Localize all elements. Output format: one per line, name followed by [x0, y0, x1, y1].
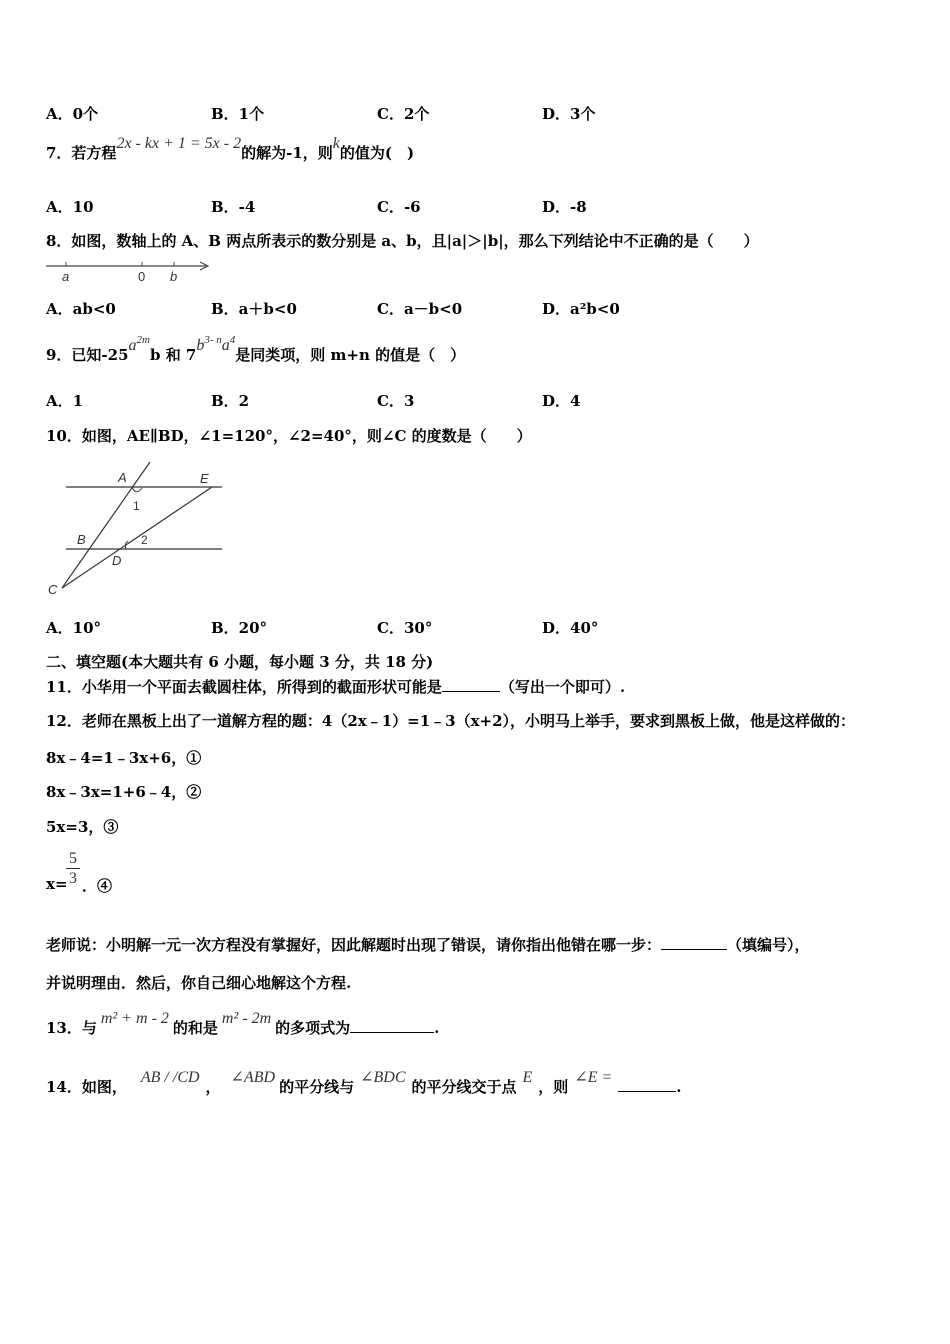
- q14-expr1: AB / /CD: [140, 1069, 200, 1086]
- q8-number-line: [42, 256, 214, 286]
- q13-suffix: 的多项式为: [275, 1019, 351, 1037]
- label-1: 1: [133, 499, 140, 513]
- q13-middle: 的和是: [172, 1019, 218, 1037]
- q9-term2-exp: 3- n: [204, 334, 222, 346]
- q14-expr5: ∠E =: [574, 1069, 613, 1086]
- q7-equation: 2x - kx + 1 = 5x - 2: [116, 135, 242, 152]
- q8-option-a: A．ab<0: [46, 300, 116, 318]
- q12-step1: 8x﹣4=1﹣3x+6，①: [46, 749, 202, 767]
- q6-option-b: B．1个: [211, 105, 265, 123]
- q10-stem: 10．如图，AE∥BD，∠1=120°，∠2=40°，则∠C 的度数是（ ）: [46, 427, 532, 445]
- q7-prefix: 7．若方程: [46, 144, 117, 162]
- q9-suffix: 是同类项，则 m+n 的值是（ ）: [235, 346, 466, 364]
- q10-option-d: D．40°: [542, 619, 599, 637]
- q14-expr4: E: [522, 1069, 533, 1086]
- q9-term1-base: a: [128, 337, 137, 354]
- q14-mid2: 的平分线交于点: [411, 1078, 517, 1096]
- q8-option-b: B．a＋b<0: [211, 300, 297, 318]
- angle-1-arc: [132, 487, 142, 492]
- q9-stem: [46, 334, 466, 365]
- q13-expr1: m² + m - 2: [100, 1010, 169, 1027]
- q7-stem: [46, 135, 415, 163]
- q7-middle: 的解为-1，则: [241, 144, 333, 162]
- q11-text: 11．小华用一个平面去截圆柱体，所得到的截面形状可能是: [46, 678, 442, 696]
- q10-option-c: C．30°: [377, 619, 433, 637]
- q14-tail: .: [676, 1078, 682, 1096]
- q12-step2: 8x﹣3x=1+6﹣4，②: [46, 783, 202, 801]
- q12-teacher-line2: 并说明理由．然后，你自己细心地解这个方程.: [46, 974, 352, 992]
- q14-mid3: ，则: [538, 1078, 569, 1096]
- q8-option-c: C．a－b<0: [377, 300, 463, 318]
- q11-stem: [46, 676, 625, 697]
- q14-prefix: 14．如图，: [46, 1078, 127, 1096]
- q12-answer-blank[interactable]: [661, 935, 727, 950]
- label-A: A: [118, 470, 127, 485]
- label-C: C: [48, 582, 58, 597]
- q14-sep: ，: [205, 1078, 221, 1096]
- q9-term2-base: b: [196, 337, 205, 354]
- q11-answer-blank[interactable]: [442, 677, 500, 692]
- section2-heading: 二、填空题(本大题共有 6 小题，每小题 3 分，共 18 分): [46, 653, 434, 671]
- q8-stem: 8．如图，数轴上的 A、B 两点所表示的数分别是 a、b，且|a|＞|b|，那么下列结论中不正确的是（ ）: [46, 232, 759, 250]
- q10-figure: [44, 458, 229, 598]
- label-B: B: [77, 532, 86, 547]
- q14-expr2: ∠ABD: [230, 1069, 276, 1086]
- q12-teacher-tail: （填编号），: [727, 936, 810, 954]
- q13-prefix: 13．与: [46, 1019, 97, 1037]
- q6-option-a: A．0个: [46, 105, 99, 123]
- q14-stem: [46, 1069, 682, 1097]
- q14-expr3: ∠BDC: [360, 1069, 406, 1086]
- label-D: D: [112, 553, 122, 568]
- q9-option-a: A．1: [46, 392, 84, 410]
- q13-expr2: m² - 2m: [221, 1010, 272, 1027]
- q6-option-c: C．2个: [377, 105, 430, 123]
- q12-stem: 12．老师在黑板上出了一道解方程的题：4（2x﹣1）=1﹣3（x+2），小明马上举手，要求到黑板上做，他是这样做的：: [46, 712, 856, 730]
- label-a: a: [62, 269, 70, 284]
- q12-fraction: [66, 850, 80, 889]
- q12-teacher-line1: [46, 934, 810, 955]
- q6-option-d: D．3个: [542, 105, 596, 123]
- q7-var: k: [332, 135, 340, 152]
- q9-term1-exp: 2m: [136, 334, 150, 346]
- q9-term2-base2: a: [221, 337, 230, 354]
- segment-ca: [62, 462, 150, 588]
- q12-frac-num: 5: [66, 850, 80, 869]
- label-E: E: [200, 471, 209, 486]
- q7-option-b: B．-4: [211, 198, 256, 216]
- q7-suffix: 的值为( ): [339, 144, 415, 162]
- q14-mid1: 的平分线与: [279, 1078, 355, 1096]
- label-0: 0: [138, 269, 146, 284]
- q9-option-c: C．3: [377, 392, 415, 410]
- q12-step3: 5x=3，③: [46, 818, 119, 836]
- label-2: 2: [141, 533, 148, 547]
- q10-option-b: B．20°: [211, 619, 268, 637]
- q11-tail: （写出一个即可）.: [499, 678, 626, 696]
- label-b: b: [170, 269, 178, 284]
- q8-option-d: D．a²b<0: [542, 300, 620, 318]
- q14-answer-blank[interactable]: [618, 1077, 676, 1092]
- q10-option-a: A．10°: [46, 619, 102, 637]
- q7-option-c: C．-6: [377, 198, 421, 216]
- q13-stem: [46, 1010, 440, 1038]
- q9-option-d: D．4: [542, 392, 581, 410]
- q7-option-d: D．-8: [542, 198, 587, 216]
- q12-frac-den: 3: [69, 870, 77, 887]
- q13-answer-blank[interactable]: [350, 1018, 434, 1033]
- q9-prefix: 9．已知-25: [46, 346, 129, 364]
- q12-teacher-text: 老师说：小明解一元一次方程没有掌握好，因此解题时出现了错误，请你指出他错在哪一步：: [46, 936, 662, 954]
- q9-option-b: B．2: [211, 392, 250, 410]
- q12-step4-prefix: x=: [46, 875, 68, 893]
- q13-tail: .: [434, 1019, 440, 1037]
- q7-option-a: A．10: [46, 198, 94, 216]
- q9-term2-exp2: 4: [229, 334, 236, 346]
- q12-step4-suffix: ．④: [82, 877, 113, 895]
- q9-middle: b 和 7: [150, 346, 197, 364]
